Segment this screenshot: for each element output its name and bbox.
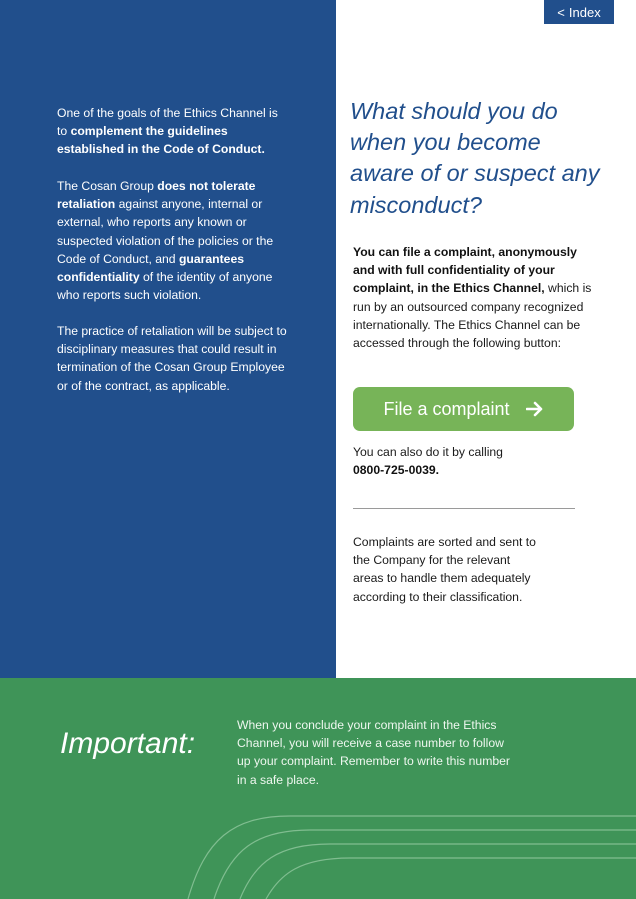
file-complaint-button[interactable]: [353, 387, 574, 431]
left-paragraph-retaliation: [57, 177, 287, 304]
question-heading: What should you do when you become aware of or suspect any misconduct?: [350, 98, 600, 218]
left-p2-text3: of the identity of anyone who reports such violation.: [57, 270, 273, 303]
file-complaint-label: File a complaint: [383, 398, 510, 419]
left-p2-text1: The Cosan Group: [57, 179, 158, 193]
important-text: When you conclude your complaint in the Ethics Channel, you will receive a case number to follow up your complaint. Remember to write this number in a safe place.: [237, 718, 510, 787]
important-title: Important:: [60, 727, 196, 760]
left-p2-text2: against anyone, internal or external, who reports any known or suspected violation of the policies or the Code of Conduct, and: [57, 197, 274, 266]
divider: [353, 508, 575, 509]
left-p2-bold2: guarantees confidentiality: [57, 251, 244, 285]
chevron-left-icon: <: [557, 4, 565, 20]
left-p2-bold1: does not tolerate retaliation: [57, 179, 256, 212]
arrow-right-icon: [526, 401, 544, 417]
right-paragraph-phone: [353, 443, 593, 479]
phone-number: 0800-725-0039.: [353, 463, 440, 478]
left-p1-text: One of the goals of the Ethics Channel is to: [57, 106, 278, 139]
right-p1-text: which is run by an outsourced company recognized internationally. The Ethics Channel can be accessed through the following button:: [353, 281, 592, 351]
important-panel: [0, 678, 636, 899]
left-paragraph-goals: [57, 104, 287, 159]
right-paragraph-file-complaint: [353, 243, 593, 352]
right-p1-bold: You can file a complaint, anonymously and with full confidentiality of your complaint, in the Ethics Channel,: [353, 245, 577, 296]
index-button[interactable]: [544, 0, 614, 24]
left-paragraph-discipline: The practice of retaliation will be subject to disciplinary measures that could result in termination of the Cosan Group Employee or of the contract, as applicable.: [57, 324, 287, 393]
right-paragraph-sorting: Complaints are sorted and sent to the Company for the relevant areas to handle them adequately according to their classification.: [353, 535, 536, 604]
right-p2-text: You can also do it by calling: [353, 445, 503, 459]
left-p1-bold: complement the guidelines established in the Code of Conduct.: [57, 124, 265, 157]
index-button-label: Index: [568, 4, 601, 20]
